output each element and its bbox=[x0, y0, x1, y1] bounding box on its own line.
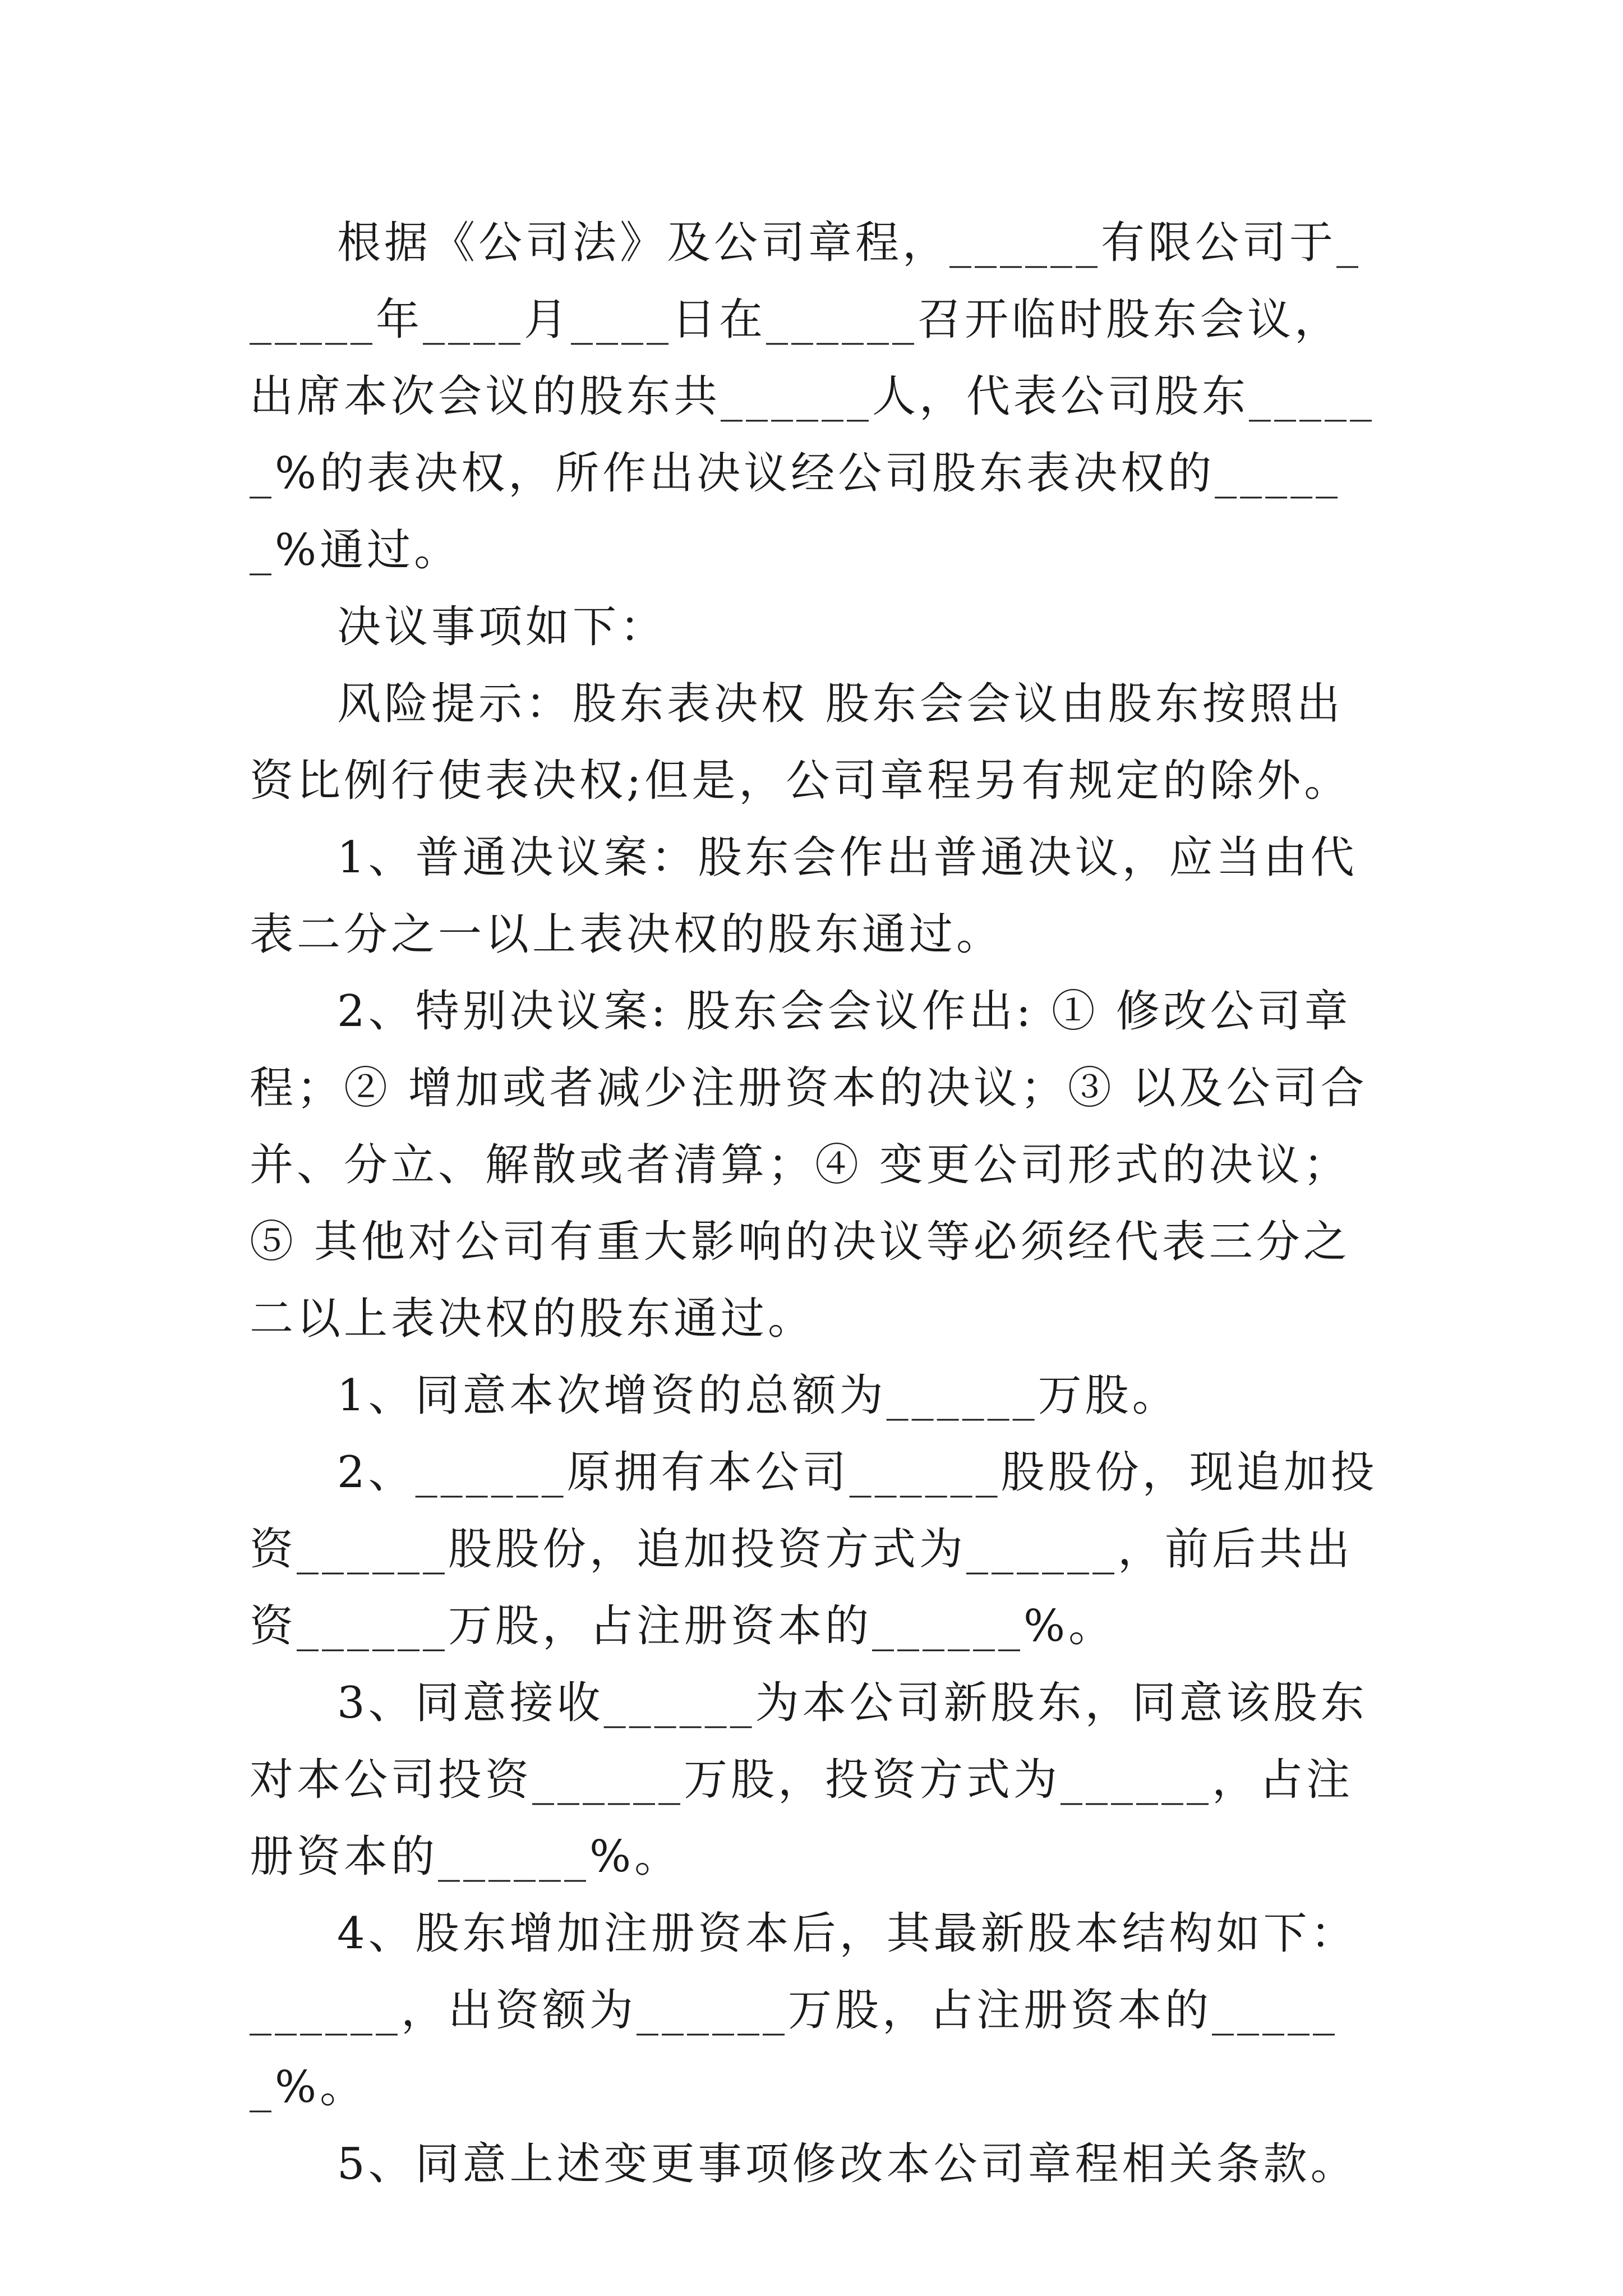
paragraph-item-3: 3、同意接收______为本公司新股东，同意该股东对本公司投资______万股，投资方式为______，占注册资本的______%。 bbox=[250, 1678, 1368, 1882]
document-body bbox=[250, 205, 1380, 2203]
paragraph-ordinary-resolution: 1、普通决议案：股东会作出普通决议，应当由代表二分之一以上表决权的股东通过。 bbox=[250, 832, 1358, 960]
paragraph-item-1: 1、同意本次增资的总额为______万股。 bbox=[337, 1370, 1179, 1421]
paragraph-special-resolution: 2、特别决议案: 股东会会议作出: ① 修改公司章程；② 增加或者减少注册资本的决议；③ 以及公司合并、分立、解散或者清算；④ 变更公司形式的决议；⑤ 其他对公司有重大影响的决议等必须经代表三分之二以上表决权的股东通过。 bbox=[250, 986, 1368, 1344]
paragraph-item-2: 2、______原拥有本公司______股股份，现追加投资______股股份，追加投资方式为______，前后共出资______万股，占注册资本的______%。 bbox=[250, 1447, 1378, 1651]
paragraph-resolution-intro: 根据《公司法》及公司章程，______有限公司于______年____月____日在______召开临时股东会议，出席本次会议的股东共______人，代表公司股东______%的表决权，所作出决议经公司股东表决权的______%通过。 bbox=[250, 218, 1376, 576]
paragraph-item-5: 5、同意上述变更事项修改本公司章程相关条款。 bbox=[337, 2139, 1358, 2189]
paragraph-item-4: 4、股东增加注册资本后，其最新股本结构如下：______，出资额为______万股，占注册资本的______%。 bbox=[250, 1908, 1358, 2113]
paragraph-risk-note: 风险提示：股东表决权 股东会会议由股东按照出资比例行使表决权;但是，公司章程另有规定的除外。 bbox=[250, 679, 1352, 806]
paragraph-resolution-items-heading: 决议事项如下： bbox=[337, 602, 667, 652]
